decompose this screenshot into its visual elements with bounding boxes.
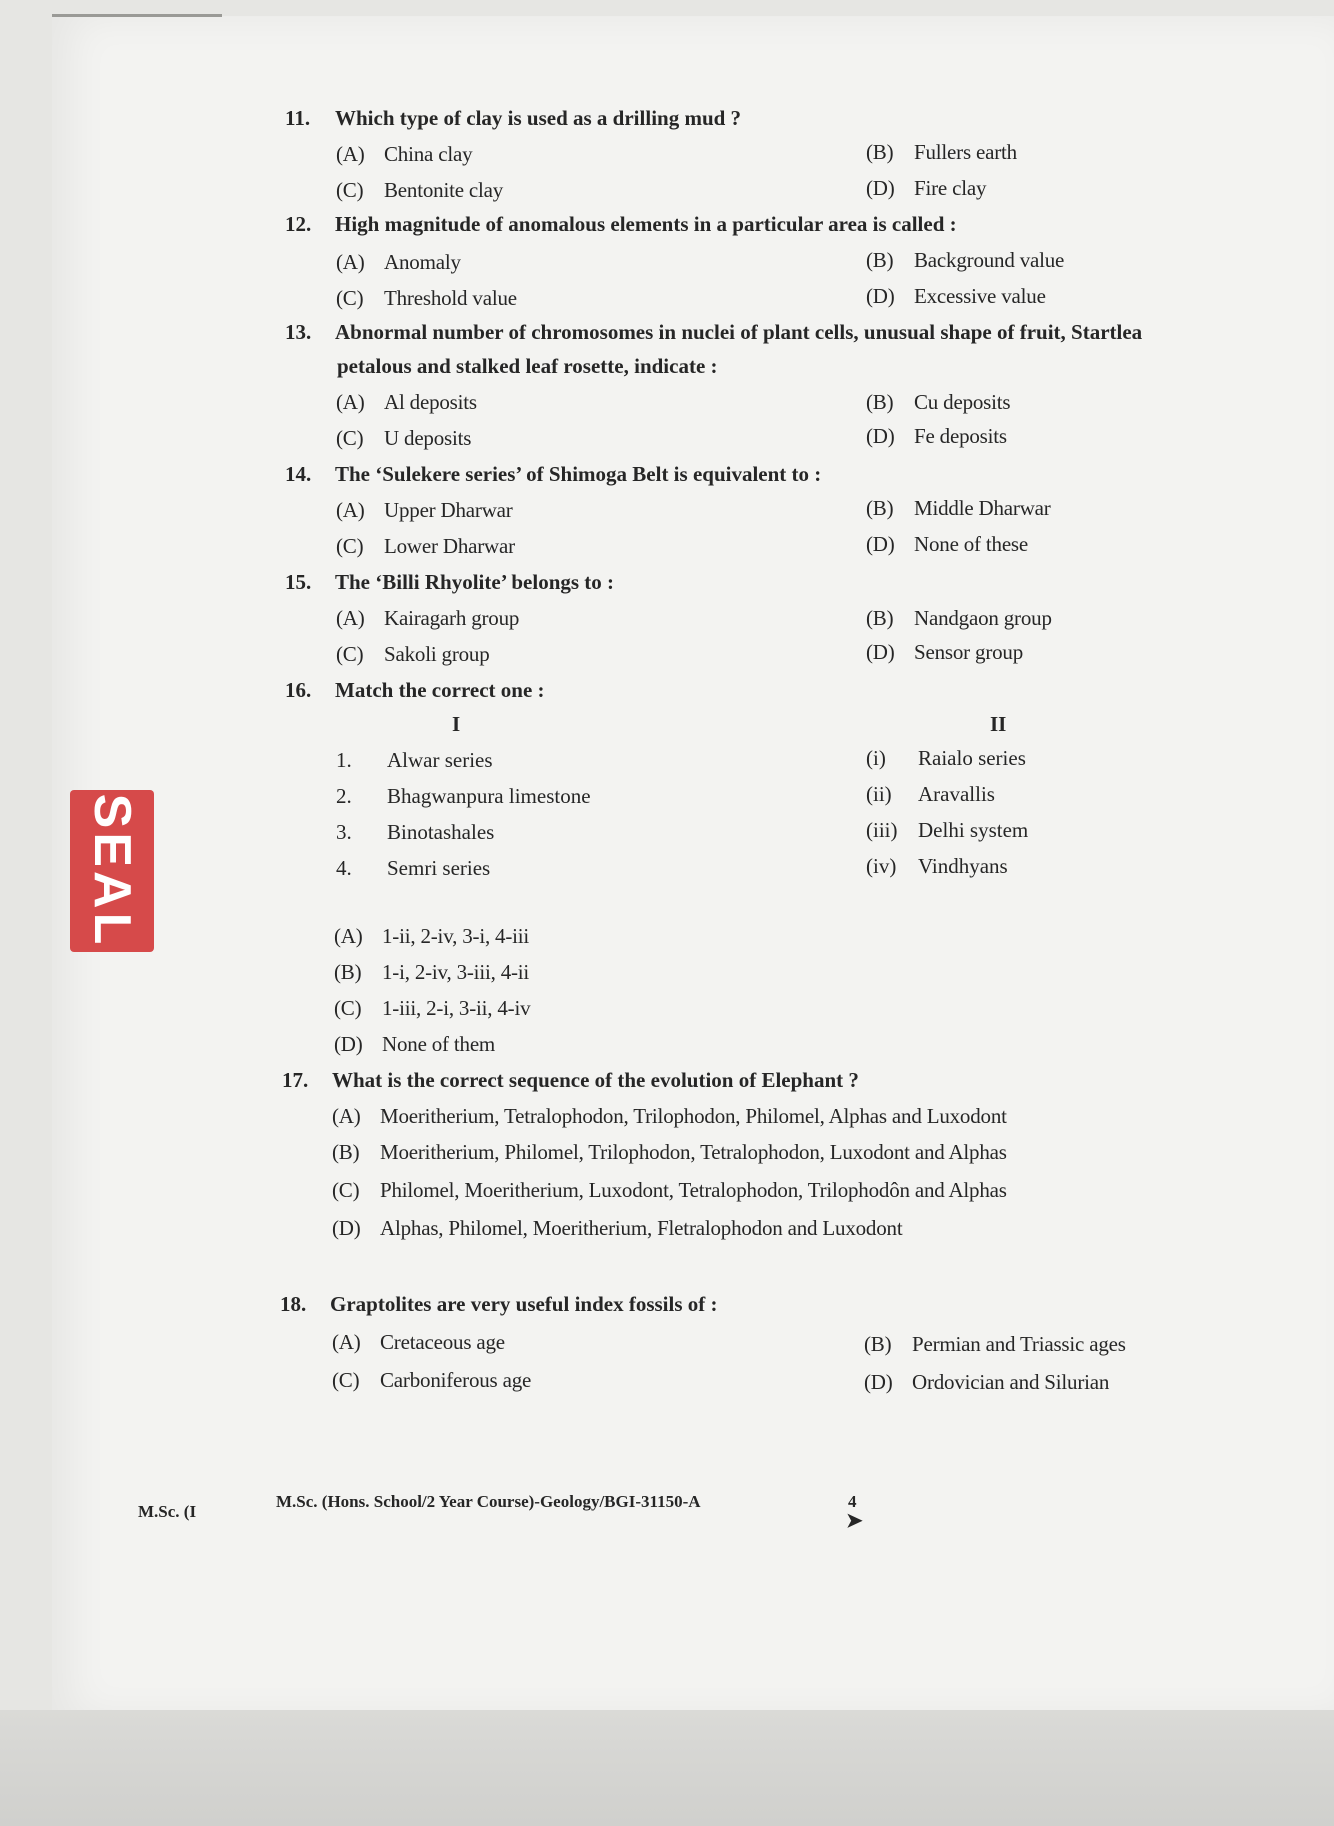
option-d: (D) Alphas, Philomel, Moeritherium, Fletralophodon and Luxodont [332,1216,903,1240]
option-b: (B) 1-i, 2-iv, 3-iii, 4-ii [334,960,530,984]
footer-course-code: M.Sc. (Hons. School/2 Year Course)-Geology/BGI-31150-A [276,1492,701,1511]
match-left-item: 2. Bhagwanpura limestone [336,784,591,808]
match-left-item: 4. Semri series [336,856,491,880]
option-d: (D) Fe deposits [866,424,1007,448]
option-d: (D) None of these [866,532,1029,556]
option-d: (D) Ordovician and Silurian [864,1370,1110,1394]
option-a: (A) 1-ii, 2-iv, 3-i, 4-iii [334,924,530,948]
seal-stamp: SEAL [70,790,154,952]
option-b: (B) Background value [866,248,1065,272]
option-b: (B) Fullers earth [866,140,1017,164]
question-14: 14. The ‘Sulekere series’ of Shimoga Belt is equivalent to : [285,462,822,486]
option-d: (D) Fire clay [866,176,987,200]
question-12: 12. High magnitude of anomalous elements in a particular area is called : [285,212,957,236]
question-11: 11. Which type of clay is used as a drilling mud ? [285,106,742,130]
match-right-item: (ii) Aravallis [866,782,995,806]
option-b: (B) Middle Dharwar [866,496,1051,520]
arrow-icon: ➤ [846,1510,863,1532]
option-d: (D) Sensor group [866,640,1024,664]
option-a: (A) Moeritherium, Tetralophodon, Trilophodon, Philomel, Alphas and Luxodont [332,1104,1007,1128]
option-b: (B) Cu deposits [866,390,1011,414]
match-left-item: 3. Binotashales [336,820,495,844]
option-c: (C) Philomel, Moeritherium, Luxodont, Tetralophodon, Trilophodôn and Alphas [332,1178,1007,1202]
option-c: (C) 1-iii, 2-i, 3-ii, 4-iv [334,996,531,1020]
option-c: (C) Carboniferous age [332,1368,532,1392]
option-c: (C) U deposits [336,426,472,450]
option-a: (A) China clay [336,142,473,166]
option-d: (D) None of them [334,1032,496,1056]
column-i-heading: I [452,712,461,736]
question-13-continued: petalous and stalked leaf rosette, indicate : [337,354,718,378]
column-ii-heading: II [990,712,1007,736]
option-a: (A) Kairagarh group [336,606,520,630]
option-a: (A) Anomaly [336,250,461,274]
option-c: (C) Bentonite clay [336,178,504,202]
option-c: (C) Sakoli group [336,642,490,666]
option-b: (B) Nandgaon group [866,606,1052,630]
option-c: (C) Threshold value [336,286,517,310]
question-17: 17. What is the correct sequence of the evolution of Elephant ? [282,1068,859,1092]
option-a: (A) Cretaceous age [332,1330,505,1354]
question-15: 15. The ‘Billi Rhyolite’ belongs to : [285,570,615,594]
match-right-item: (iv) Vindhyans [866,854,1008,878]
question-13: 13. Abnormal number of chromosomes in nuclei of plant cells, unusual shape of fruit, Startlea [285,320,1143,344]
footer-left-text: M.Sc. (I [138,1502,197,1521]
option-a: (A) Al deposits [336,390,477,414]
page-number: 4 [848,1492,857,1511]
match-right-item: (i) Raialo series [866,746,1026,770]
option-d: (D) Excessive value [866,284,1046,308]
match-left-item: 1. Alwar series [336,748,493,772]
option-b: (B) Permian and Triassic ages [864,1332,1126,1356]
match-right-item: (iii) Delhi system [866,818,1029,842]
question-18: 18. Graptolites are very useful index fossils of : [280,1292,718,1316]
option-c: (C) Lower Dharwar [336,534,515,558]
question-16: 16. Match the correct one : [285,678,545,702]
option-b: (B) Moeritherium, Philomel, Trilophodon, Tetralophodon, Luxodont and Alphas [332,1140,1007,1164]
option-a: (A) Upper Dharwar [336,498,513,522]
